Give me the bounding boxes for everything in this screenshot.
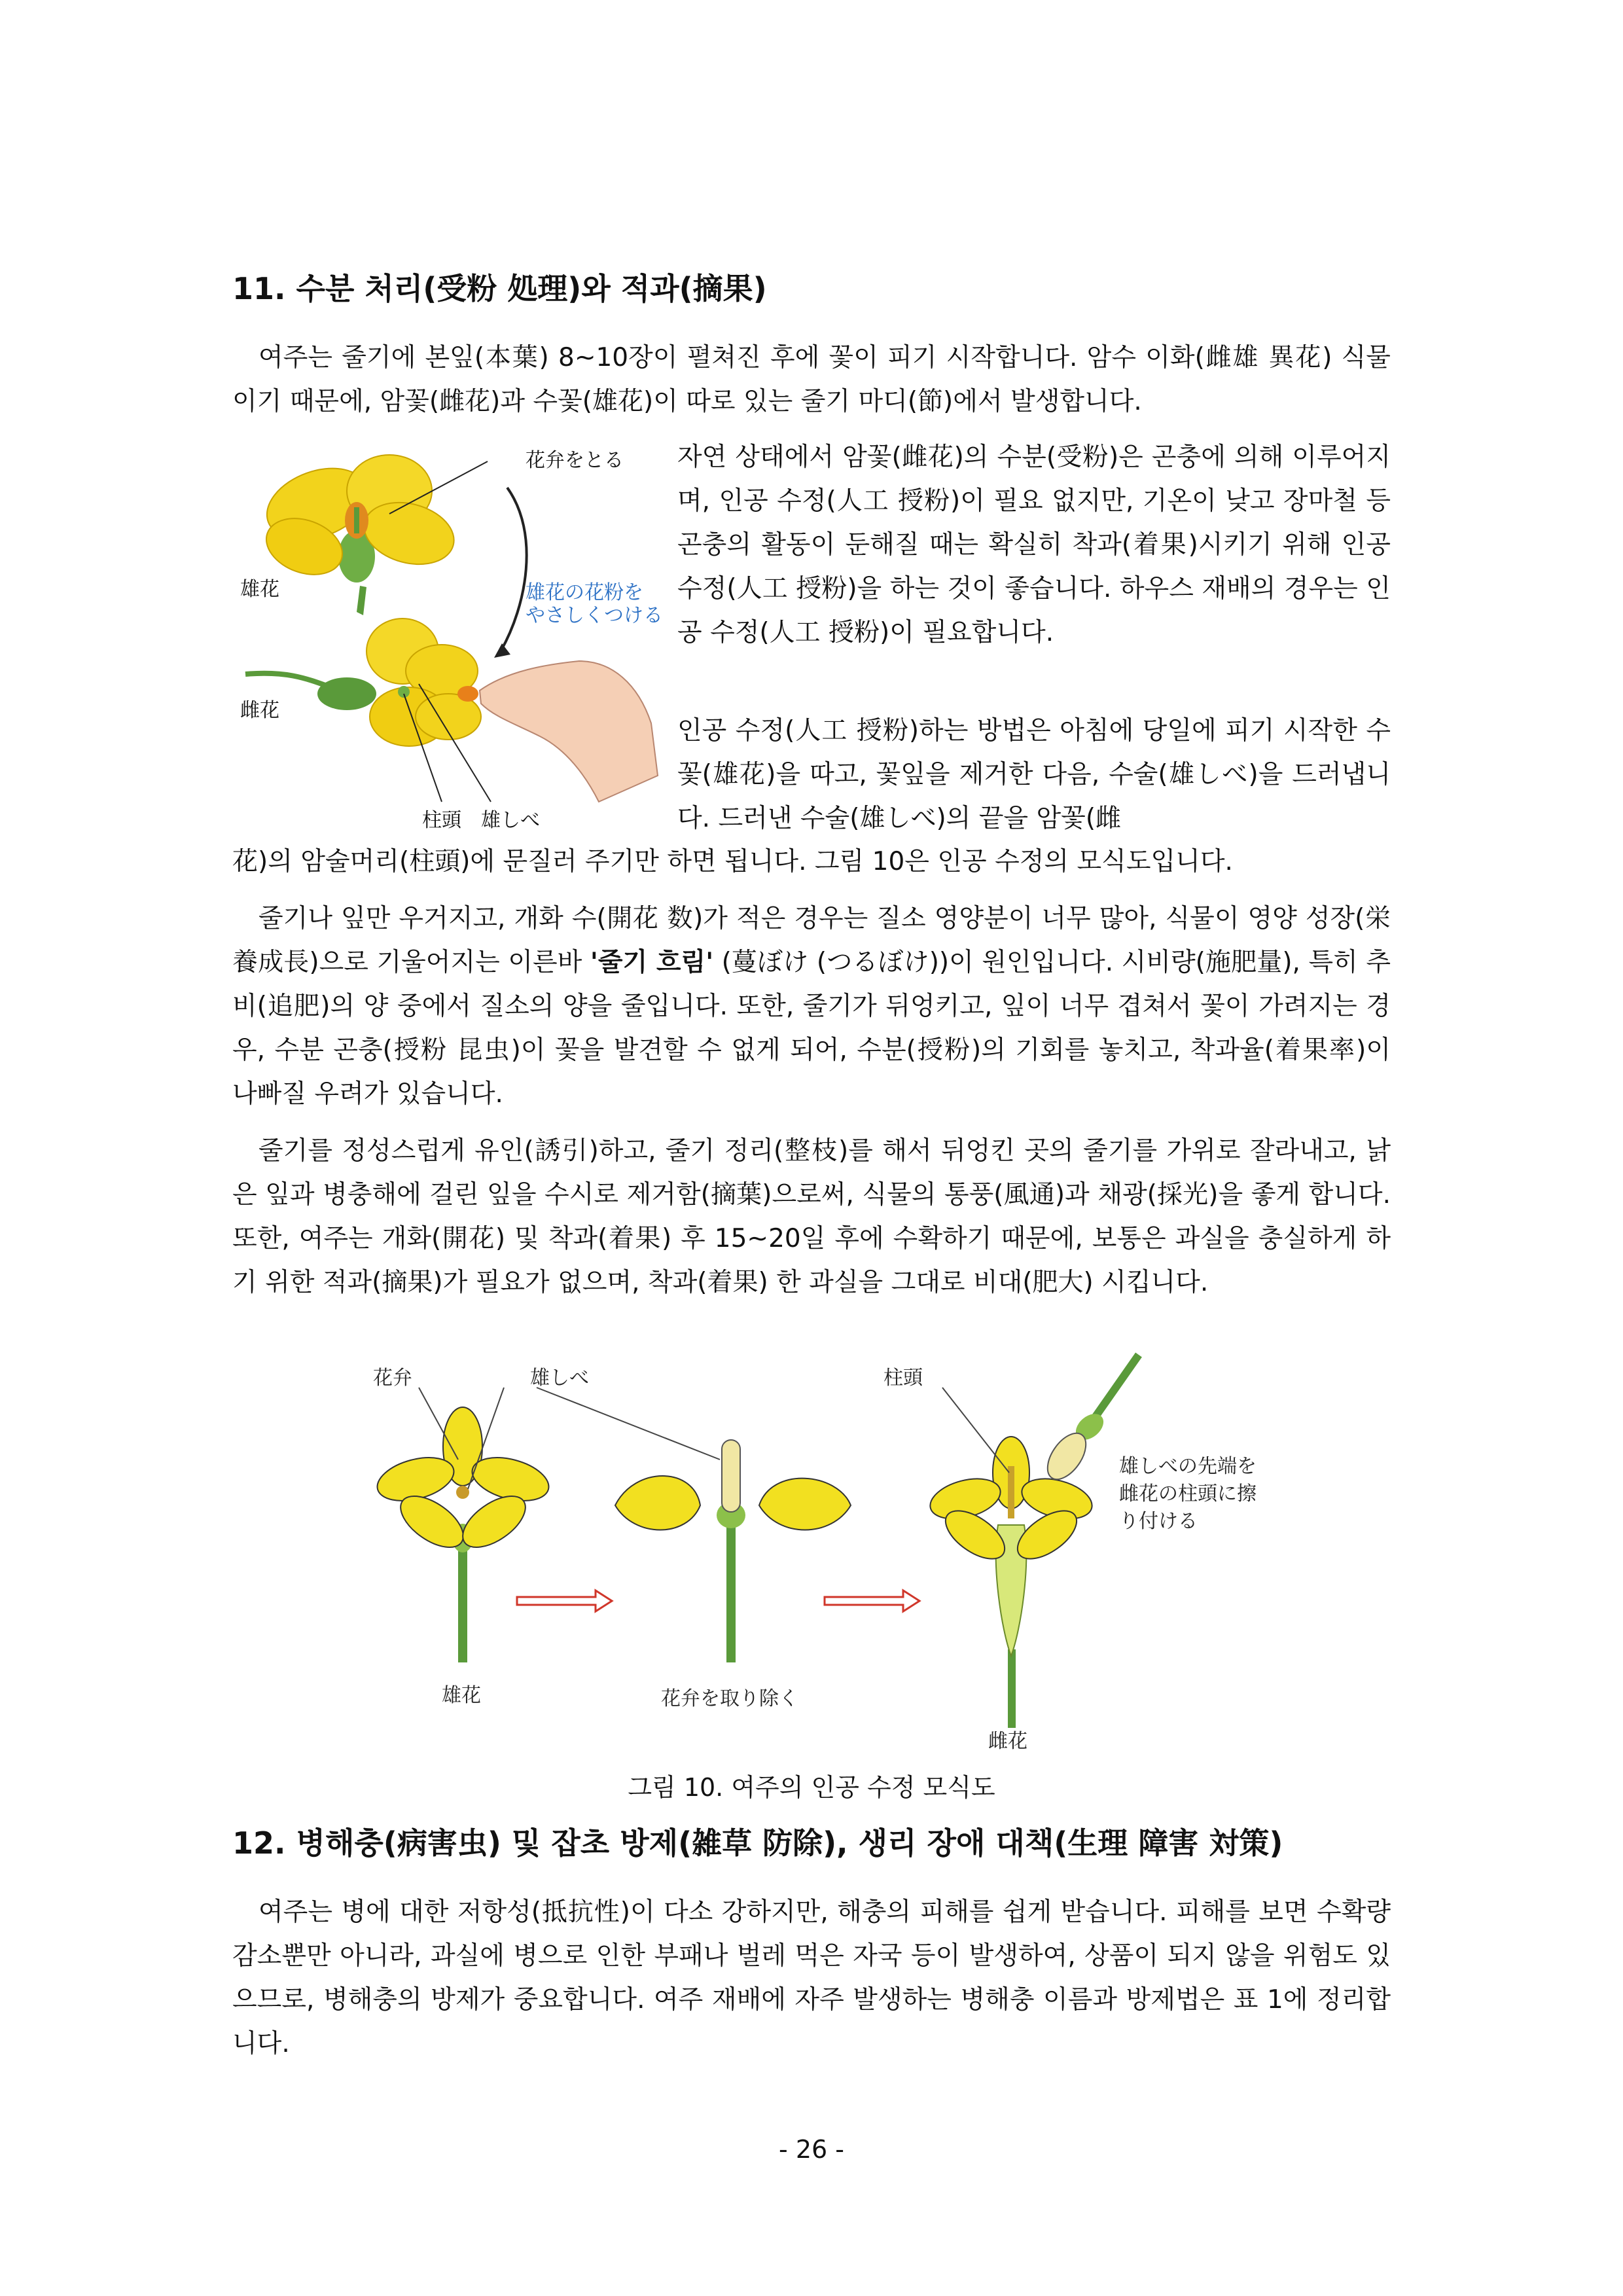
paragraph-pest-control-text: 여주는 병에 대한 저항성(抵抗性)이 다소 강하지만, 해충의 피해를 쉽게 받습니다. 피해를 보면 수확량 감소뿐만 아니라, 과실에 병으로 인한 부패나 벌레 먹은 자국 등이 발생하여, 상품이 되지 않을 위험도 있으므로, 병해충의 방제가 중요합니다. 여주 재배에 자주 발생하는 병해충 이름과 방제법은 표 1에 정리합니다.	[232, 1897, 1391, 2058]
label-rub-line1: 雄しべの先端を	[1119, 1455, 1257, 1478]
male-flower-schematic	[372, 1407, 553, 1662]
label-stamen: 雄しべ	[530, 1367, 589, 1390]
paragraph-pruning	[232, 1129, 1391, 1304]
paragraph-natural-pollination-text: 자연 상태에서 암꽃(雌花)의 수분(受粉)은 곤충에 의해 이루어지며, 인공 수정(人工 授粉)이 필요 없지만, 기온이 낮고 장마철 등 곤충의 활동이 둔해질 때는 확실히 착과(着果)시키기 위해 인공 수정(人工 授粉)을 하는 것이 좋습니다. 하우스 재배의 경우는 인공 수정(人工 授粉)이 필요합니다.	[677, 442, 1391, 647]
paragraph-intro-text: 여주는 줄기에 본잎(本葉) 8~10장이 펼쳐진 후에 꽃이 피기 시작합니다. 암수 이화(雌雄 異花) 식물이기 때문에, 암꽃(雌花)과 수꽃(雄花)이 따로 있는 줄기 마디(節)에서 발생합니다.	[232, 343, 1391, 416]
hand-drawing	[480, 661, 658, 802]
arrow-right-icon	[825, 1590, 919, 1611]
stamen-exposed-schematic	[615, 1440, 851, 1662]
female-flower-schematic	[926, 1437, 1097, 1728]
label-stigma: 柱頭	[422, 809, 461, 832]
label-stamen: 雄しべ	[481, 809, 540, 832]
label-female-flower: 雌花	[988, 1730, 1027, 1753]
paragraph-intro	[232, 336, 1391, 423]
label-rub-line3: り付ける	[1119, 1510, 1198, 1533]
paragraph-method-text: 인공 수정(人工 授粉)하는 방법은 아침에 당일에 피기 시작한 수꽃(雄花)을 따고, 꽃잎을 제거한 다음, 수술(雄しべ)을 드러냅니다. 드러낸 수술(雄しべ)의 끝을 암꽃(雌	[677, 716, 1391, 833]
paragraph-stem-blur	[232, 897, 1391, 1116]
paragraph-natural-pollination	[677, 435, 1391, 655]
label-female-flower: 雌花	[240, 699, 279, 722]
label-male-flower: 雄花	[240, 578, 279, 601]
paragraph-pruning-text: 줄기를 정성스럽게 유인(誘引)하고, 줄기 정리(整枝)를 해서 뒤엉킨 곳의 줄기를 가위로 잘라내고, 낡은 잎과 병충해에 걸린 잎을 수시로 제거함(摘葉)으로써, 식물의 통풍(風通)과 채광(採光)을 좋게 합니다. 또한, 여주는 개화(開花) 및 착과(着果) 후 15~20일 후에 수확하기 때문에, 보통은 과실을 충실하게 하기 위한 적과(摘果)가 필요가 없으며, 착과(着果) 한 과실을 그대로 비대(肥大) 시킵니다.	[232, 1136, 1391, 1297]
male-flower-drawing	[257, 455, 461, 615]
paragraph-pest-control	[232, 1890, 1391, 2066]
page-number: - 26 -	[779, 2135, 844, 2164]
term-stem-blur: '줄기 흐림'	[590, 948, 714, 977]
label-petal: 花弁	[373, 1367, 412, 1390]
figure-caption: 그림 10. 여주의 인공 수정 모식도	[628, 1773, 995, 1802]
section-12-heading: 12. 병해충(病害虫) 및 잡초 방제(雑草 防除), 생리 장애 대책(生理 障害 対策)	[232, 1825, 1283, 1861]
paragraph-stem-blur-text-2: (蔓ぼけ (つるぼけ))이 원인입니다. 시비량(施肥量), 특히 추비(追肥)의 양 중에서 질소의 양을 줄입니다. 또한, 줄기가 뒤엉키고, 잎이 너무 겹쳐서 꽃이 가려지는 경우, 수분 곤충(授粉 昆虫)이 꽃을 발견할 수 없게 되어, 수분(授粉)의 기회를 놓치고, 착과율(着果率)이 나빠질 우려가 있습니다.	[232, 948, 1391, 1109]
label-male-flower: 雄花	[442, 1684, 481, 1707]
section-11-heading: 11. 수분 처리(受粉 処理)와 적과(摘果)	[232, 271, 767, 306]
label-rub-line2: 雌花の柱頭に擦	[1119, 1482, 1257, 1505]
paragraph-stem-blur-text: 줄기나 잎만 우거지고, 개화 수(開花 数)가 적은 경우는 질소 영양분이 너무 많아, 식물이 영양 성장(栄養成長)으로 기울어지는 이른바	[232, 904, 1391, 977]
label-pollen-line1: 雄花の花粉を	[526, 581, 643, 604]
label-pollen-line2: やさしくつける	[526, 604, 663, 627]
label-remove-petals: 花弁を取り除く	[661, 1687, 798, 1710]
pollination-illustration	[232, 435, 671, 834]
arrow-right-icon	[517, 1590, 612, 1611]
paragraph-method-cont: 花)의 암술머리(柱頭)에 문질러 주기만 하면 됩니다. 그림 10은 인공 수정의 모식도입니다.	[232, 847, 1233, 876]
paragraph-method	[677, 709, 1391, 840]
artificial-pollination-diagram	[353, 1348, 1296, 1754]
label-remove-petal: 花弁をとる	[526, 449, 624, 472]
label-stigma: 柱頭	[883, 1367, 923, 1390]
